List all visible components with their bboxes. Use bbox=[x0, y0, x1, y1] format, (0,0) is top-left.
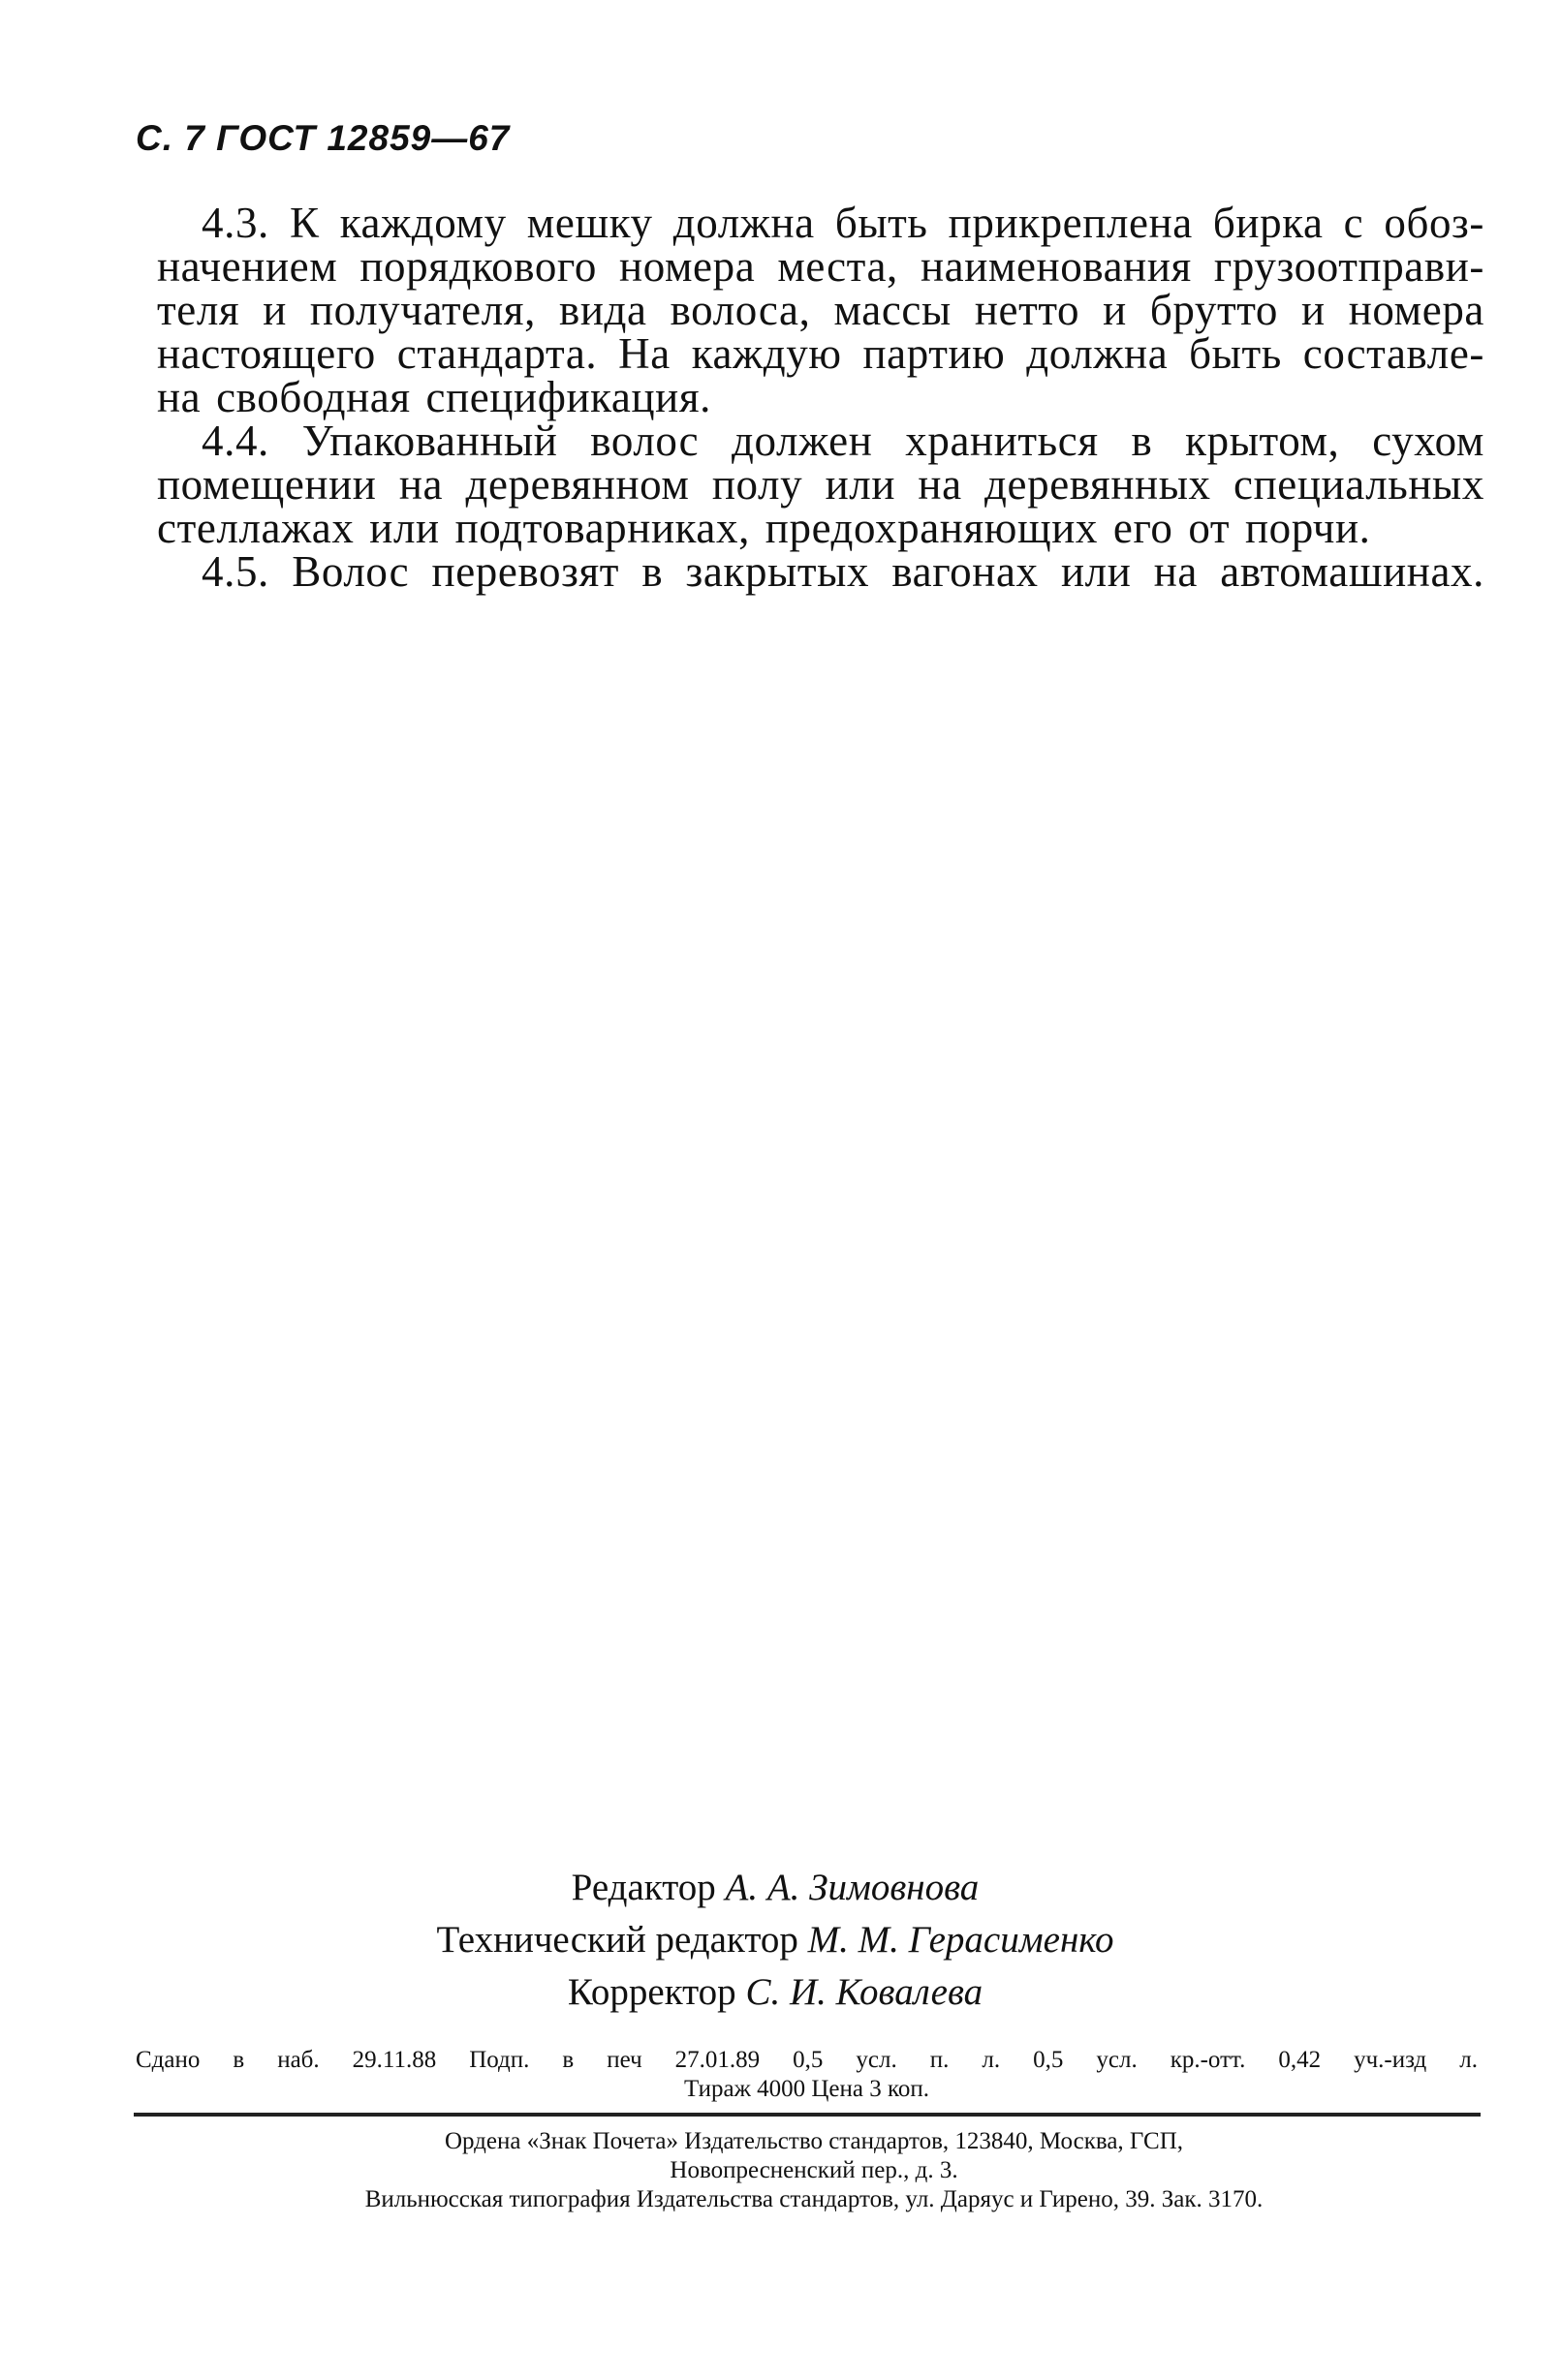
paragraph-4-5-line-1: 4.5. Волос перевозят в закрытых вагонах или на автомашинах. bbox=[202, 547, 1484, 596]
editor-name: А. А. Зимовнова bbox=[725, 1867, 980, 1908]
publisher-line-1: Ордена «Знак Почета» Издательство стандартов, 123840, Москва, ГСП, bbox=[444, 2128, 1184, 2154]
editor-credit bbox=[291, 1862, 1260, 1914]
tech-editor-credit bbox=[291, 1914, 1260, 1966]
editor-title: Редактор bbox=[571, 1867, 716, 1908]
paragraph-4-3-line-2: начением порядкового номера места, наименования грузоотправи- bbox=[157, 242, 1484, 291]
imprint-block bbox=[136, 2046, 1478, 2104]
corrector-credit bbox=[291, 1966, 1260, 2019]
circulation-price: Тираж 4000 Цена 3 коп. bbox=[683, 2076, 930, 2102]
paragraph-4-4-line-3: стеллажах или подтоварниках, предохраняющих его от порчи. bbox=[157, 504, 1371, 552]
paragraph-4-3-line-3: теля и получателя, вида волоса, массы нетто и брутто и номера bbox=[157, 286, 1484, 334]
paragraph-4-3-line-5: на свободная спецификация. bbox=[157, 373, 712, 421]
print-info: Сдано в наб. 29.11.88 Подп. в печ 27.01.89 0,5 усл. п. л. 0,5 усл. кр.-отт. 0,42 уч.-изд л. bbox=[136, 2047, 1478, 2073]
tech-editor-title: Технический редактор bbox=[436, 1919, 798, 1961]
paragraph-4-3-line-4: настоящего стандарта. На каждую партию должна быть составле- bbox=[157, 329, 1484, 378]
corrector-name: С. И. Ковалева bbox=[745, 1971, 983, 2013]
page-header: С. 7 ГОСТ 12859—67 bbox=[136, 118, 511, 158]
publisher-block bbox=[155, 2127, 1473, 2214]
publisher-line-2: Новопресненский пер., д. 3. bbox=[670, 2157, 958, 2183]
paragraph-4-4-line-2: помещении на деревянном полу или на деревянных специальных bbox=[157, 460, 1484, 509]
tech-editor-name: М. М. Герасименко bbox=[807, 1919, 1114, 1961]
paragraph-4-4-line-1: 4.4. Упакованный волос должен храниться в крытом, сухом bbox=[202, 417, 1484, 465]
credits-block bbox=[291, 1862, 1260, 2019]
paragraph-4-3-line-1: 4.3. К каждому мешку должна быть прикреплена бирка с обоз- bbox=[202, 199, 1484, 247]
corrector-title: Корректор bbox=[567, 1971, 736, 2013]
document-body bbox=[157, 201, 1484, 594]
publisher-line-3: Вильнюсская типография Издательства стандартов, ул. Даряус и Гирено, 39. Зак. 3170. bbox=[364, 2186, 1264, 2212]
imprint-divider bbox=[134, 2113, 1481, 2117]
